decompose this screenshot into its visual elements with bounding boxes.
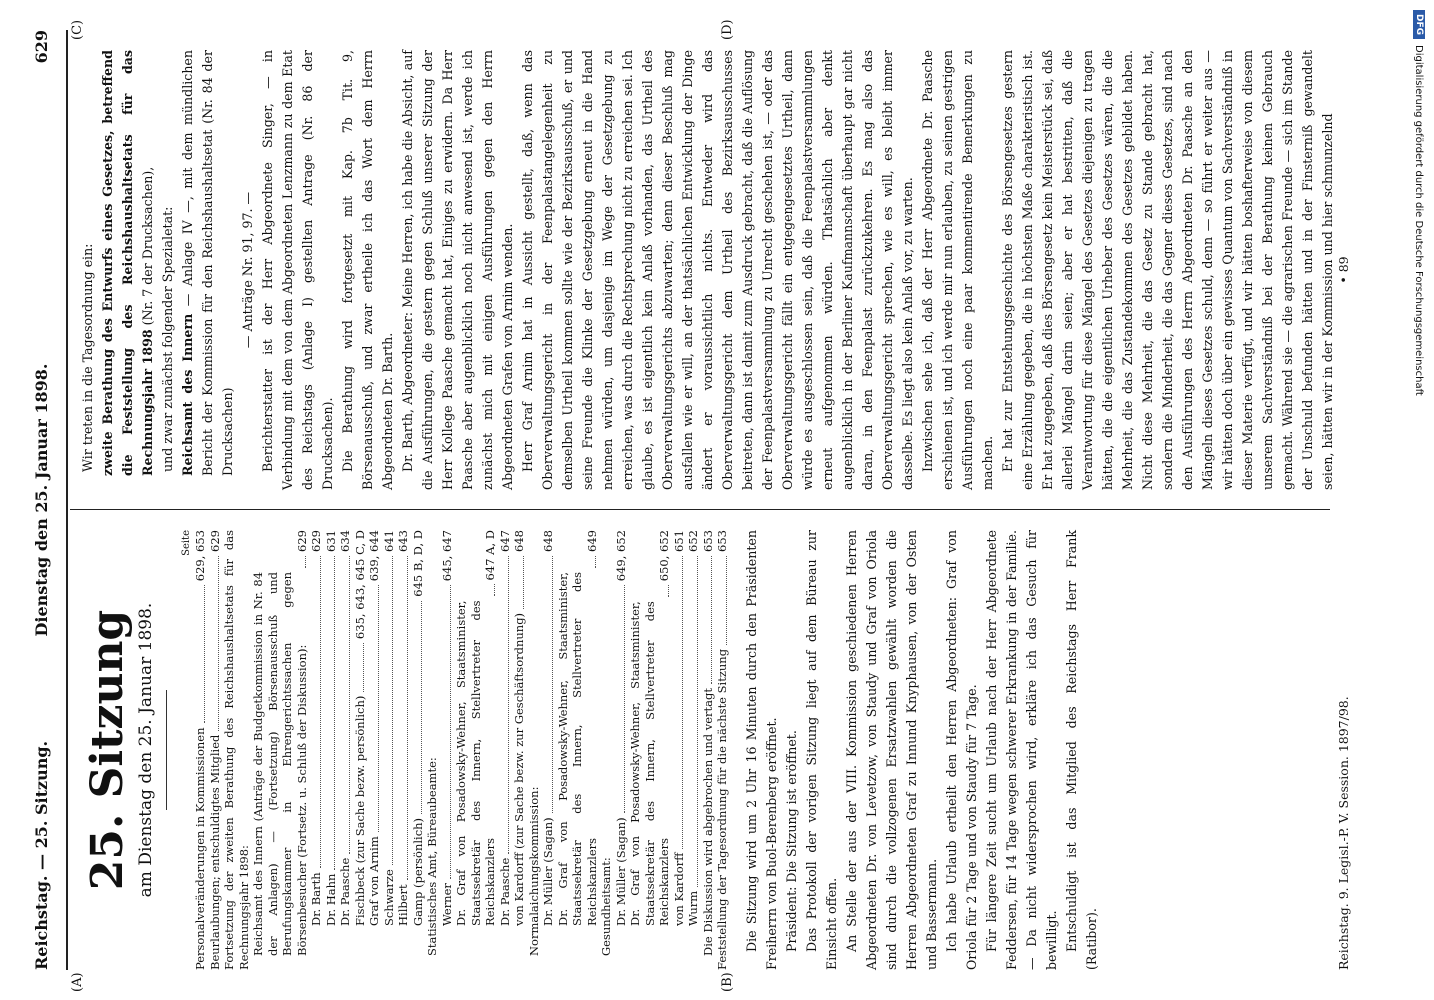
toc-entry-text: Dr. Graf von Posadowsky-Wehner, Staatsminister, Staatssekretär des Innern, Stellvertreter des Reichskanzlers <box>555 571 599 926</box>
header-date: Dienstag den 25. Januar 1898. <box>32 363 51 637</box>
toc-page-ref: 639, 644 <box>367 530 381 582</box>
paragraph: Herr Graf Arnim hat in Aussicht gestellt, daß, wenn das Oberverwaltungsgericht in der Feenpalastangelegenheit zu demselben Urtheil kommen sollte wie der Bezirksausschuß, er und seine Freunde die Klinke der Gesetzgebung erneut in die Hand nehmen würden, um dasjenige im Wege der Gesetzgebung zu erreichen, was durch die Rechtsprechung nicht zu erreichen sei. Ich glaube, es ist eigentlich kein Anlaß vorhanden, das Urtheil des Oberverwaltungsgerichts abzuwarten; denn dieser Beschluß mag ausfallen wie er will, an der thatsächlichen Entwicklung der Dinge ändert er voraussichtlich nichts. Entweder wird das Oberverwaltungsgericht dem Urtheil des Bezirksausschusses beitreten, dann ist damit zum Ausdruck gebracht, daß die Auflösung der Feenpalastversammlung zu Unrecht geschehen ist, — oder das Oberverwaltungsgericht fällt ein entgegengesetztes Urtheil, dann würde es ausgeschlossen sein, daß die Feenpalastversammlungen erneut aufgenommen würden. Thatsächlich aber denkt augenblicklich in der Berliner Kaufmannschaft überhaupt gar nicht daran, in den Feenpalast zurückzukehren. Es mag also das Oberverwaltungsgericht sprechen, wie es will, es bleibt immer dasselbe. Es liegt also kein Anlaß vor, zu warten. <box>520 50 915 490</box>
toc-leader <box>552 556 553 813</box>
toc-page-ref: 653 <box>700 530 715 552</box>
paragraph: Entschuldigt ist das Mitglied des Reichstags Herr Frank (Ratibor). <box>1063 530 1099 970</box>
toc-row <box>367 530 382 970</box>
etat-item <box>178 50 238 490</box>
paragraph: Präsident: Die Sitzung ist eröffnet. <box>783 730 799 952</box>
toc-leader <box>494 584 495 596</box>
toc-entry-text: Dr. Müller (Sagan) <box>613 817 628 926</box>
agenda-item <box>98 50 158 490</box>
toc-entry-text: von Kardorff (zur Sache bezw. zur Geschäftsordnung) <box>512 612 526 926</box>
toc-page-ref: 643 <box>396 530 410 552</box>
toc-leader <box>523 556 524 609</box>
toc-leader <box>204 585 205 723</box>
paragraph: An Stelle der aus der VIII. Kommission geschiedenen Herren Abgeordneten Dr. von Levetzow, von Staudy und Graf von Oriola sind durch die vollzogenen Ersatzwahlen gewählt worden die Herren Abgeordneten Graf zu Innund Knyphausen, von der Osten und Bassermann. <box>843 530 939 970</box>
toc-row <box>527 530 542 970</box>
footer-signature: • 89 <box>1336 256 1351 284</box>
paragraph: Für längere Zeit sucht um Urlaub nach der Herr Abgeordnete Feddersen, für 14 Tage wegen schwerer Erkrankung in der Familie. — Da nicht widersprochen wird, erkläre ich das Gesuch für bewilligt. <box>983 530 1059 970</box>
antraege-line: — Anträge Nr. 91, 97. — <box>240 191 255 349</box>
toc-page-ref: 647 A, D <box>483 530 497 581</box>
toc-entry-text: Hilbert <box>396 884 410 926</box>
toc-row <box>425 530 440 970</box>
toc-row <box>208 530 223 970</box>
toc-entry-text: von Kardorff <box>671 852 686 926</box>
toc-entry-text: Personalveränderungen in Kommissionen <box>193 727 207 970</box>
toc-leader <box>682 556 683 849</box>
toc-page-ref: 648 <box>541 530 555 552</box>
toc-row <box>556 530 600 970</box>
toc-row <box>396 530 411 970</box>
toc-leader <box>668 585 669 597</box>
toc-page-ref: 631 <box>323 530 338 552</box>
etat-rest: — Anlage IV —, mit dem mündlichen Bericht der Kommission für den Reichshaushaltsetat (Nr. 84 der Drucksachen) <box>180 50 235 476</box>
toc-leader <box>508 556 509 854</box>
dfg-logo: DFG <box>1413 10 1425 39</box>
toc-entry-text: Schwarze <box>381 869 396 926</box>
toc-page-ref: 647 <box>497 530 512 552</box>
toc-page-ref: 651 <box>671 530 686 552</box>
toc-row <box>222 530 251 970</box>
toc-leader <box>334 556 335 870</box>
toc-entry-text: Werner <box>439 883 454 926</box>
toc-entry-text: Dr. Müller (Sagan) <box>541 817 555 926</box>
agenda-rest: (Nr. 7 der Drucksachen), <box>140 166 155 326</box>
toc-row <box>411 530 426 970</box>
agenda-bold: zweite Berathung des Entwurfs eines Gesetzes, betreffend die Feststellung des Reichshaushaltsetats für das Rechnungsjahr 1898 <box>100 50 155 476</box>
paragraph: Die Berathung wird fortgesetzt mit Kap. 7b Tit. 9, Börsenausschuß, und zwar ertheile ich das Wort dem Herrn Abgeordneten Dr. Barth. <box>340 50 395 490</box>
toc-leader <box>392 556 393 865</box>
toc-entry-text: Dr. Barth <box>309 872 323 926</box>
paragraph: Dr. Barth, Abgeordneter: Meine Herren, ich habe die Absicht, auf die Ausführungen, die gestern gegen Schluß unserer Sitzung der Herr Kollege Paasche gemacht hat, Einiges zu erwidern. Da Herr Paasche aber augenblicklich noch nicht anwesend ist, werde ich zunächst mich mit einigen Ausführungen gegen den Herrn Abgeordneten Grafen von Arnim wenden. <box>400 50 515 490</box>
toc-entry-text: Fischbeck (zur Sache bezw. persönlich) <box>352 695 367 926</box>
toc-leader <box>726 556 727 645</box>
toc-page-ref: 652 <box>686 530 700 552</box>
right-paragraphs <box>258 50 1338 490</box>
toc-leader <box>378 585 379 832</box>
toc-leader <box>320 556 321 868</box>
toc-page-ref: 649, 652 <box>613 530 628 582</box>
toc-row <box>251 530 309 970</box>
left-column <box>78 530 1102 970</box>
toc-row <box>440 530 455 970</box>
digitization-credit <box>1406 10 1432 990</box>
margin-mark-c: (C) <box>70 19 85 40</box>
toc-entry-text: Wurm <box>686 890 700 926</box>
left-paragraphs <box>742 530 1102 970</box>
margin-mark-b: (B) <box>720 972 735 992</box>
toc-leader <box>349 556 350 854</box>
footer-session: Reichstag. 9. Legisl.-P. V. Session. 1897/98. <box>1336 696 1351 970</box>
toc-page-ref: 634 <box>338 530 352 552</box>
paragraph: Inzwischen sehe ich, daß der Herr Abgeordnete Dr. Paasche erschienen ist, und ich werde mir nun erlauben, zu seinen gestrigen Ausführungen noch eine paar kommentirende Bemerkungen zu machen. <box>920 50 995 490</box>
toc-entry-text: Dr. Paasche <box>497 857 512 926</box>
running-header <box>28 30 58 970</box>
toc-entry-text: Fortsetzung der zweiten Berathung des Reichshaushaltsetats für das Rechnungsjahr 1898: <box>222 530 251 970</box>
toc-entry-text: Dr. Paasche <box>338 857 352 926</box>
toc-row <box>628 530 672 970</box>
toc-entry-text: Gamp (persönlich) <box>410 817 425 926</box>
margin-mark-a: (A) <box>70 972 85 992</box>
toc-entry-text: Graf von Arnim <box>367 836 381 926</box>
toc-leader <box>421 601 422 814</box>
toc-row <box>599 530 614 970</box>
toc-page-ref: 635, 643, 645 C, D <box>352 530 367 640</box>
toc-entry-text: Feststellung der Tagesordnung für die nächste Sitzung <box>715 648 729 970</box>
toc-entry-text: Reichsamt des Innern (Anträge der Budgetkommission in Nr. 84 der Anlagen) — (Fortsetzung) Börsenausschuß und Berufungskammer in Ehrengerichtssachen gegen Börsenbesucher (Fortsetz. u. Schluß der Diskussion): <box>251 571 309 956</box>
toc-entry-text: Dr. Graf von Posadowsky-Wehner, Staatsminister, Staatssekretär des Innern, Stellvertreter des Reichskanzlers <box>454 600 497 926</box>
toc-page-ref: 629 <box>309 530 323 552</box>
paragraph: Die Sitzung wird um 2 Uhr 16 Minuten durch den Präsidenten Freiherrn von Buol-Berenberg eröffnet. <box>743 530 779 970</box>
toc-row <box>715 530 730 970</box>
credit-text: Digitalisierung gefördert durch die Deutsche Forschungsgemeinschaft <box>1413 45 1425 396</box>
margin-mark-d: (D) <box>720 19 735 40</box>
title-rule <box>166 690 167 810</box>
toc-leader <box>218 556 219 731</box>
toc-row <box>353 530 368 970</box>
right-column <box>78 50 1338 490</box>
toc-page-ref: 650, 652 <box>657 530 671 582</box>
toc-row <box>614 530 629 970</box>
special-etat: und zwar zunächst folgender Spezialetat: <box>160 206 175 472</box>
paragraph: Das Protokoll der vorigen Sitzung liegt auf dem Büreau zur Einsicht offen. <box>803 530 839 970</box>
toc-leader <box>711 556 712 684</box>
paragraph: Er hat zur Entstehungsgeschichte des Börsengesetzes gestern eine Erzählung gegeben, die in höchsten Maße charakteristisch ist. Er hat zugegeben, daß dies Börsengesetz kein Meisterstück sei, daß allerlei Mängel darin seien; aber er hat bestritten, daß die Verantwortung für diese Mängel des Gesetzes diejenigen zu tragen hätten, die die eigentlichen Urheber des Gesetzes wären, die die Mehrheit, die das Zustandekommen des Gesetzes gebildet haben. Nicht diese Mehrheit, die das Gesetz zu Stande gebracht hat, sondern die Minderheit, die das Gegner dieses Gesetzes, sind nach den Ausführungen des Herrn Abgeordneten Dr. Paasche an den Mängeln dieses Gesetzes schuld, denn — so führt er weiter aus — wir hätten doch über ein gewisses Quantum von Sachverständniß in dieser Materie verfügt, und wir hätten boshafterweise von diesem unserem Sachverständniß bei der Berathung keinen Gebrauch gemacht. Während sie — die agrarischen Freunde — sich im Stande der Unschuld befunden hätten und in der Finsterniß gewandelt seien, hätten wir in der Kommission und hier schmunzelnd <box>1000 50 1335 490</box>
toc-row <box>338 530 353 970</box>
toc-row <box>498 530 513 970</box>
toc-row <box>512 530 527 970</box>
page-number: 629 <box>32 30 51 64</box>
paragraph: Berichterstatter ist der Herr Abgeordnete Singer, — in Verbindung mit dem von dem Abgeordneten Lenzmann zu dem Etat des Reichstags (Anlage I) gestellten Antrage (Nr. 86 der Drucksachen). <box>260 50 335 490</box>
toc-entry-text: Beurlaubungen; entschuldigtes Mitglied <box>207 734 222 970</box>
toc-page-ref: 645 B, D, D <box>410 530 425 597</box>
toc-row <box>382 530 397 970</box>
toc-row <box>701 530 716 970</box>
session-subtitle: am Dienstag den 25. Januar 1898. <box>136 602 156 898</box>
toc-row <box>193 530 208 970</box>
toc-entry-text: Die Diskussion wird abgebrochen und vertagt <box>700 687 715 956</box>
toc-row <box>454 530 498 970</box>
toc-page-ref: 648 <box>512 530 526 552</box>
session-title: 25. Sitzung <box>82 609 133 891</box>
agenda-intro: Wir treten in die Tagesordnung ein: <box>80 243 95 472</box>
toc-entry-text: Dr. Graf von Posadowsky-Wehner, Staatsminister, Staatssekretär des Innern, Stellvertreter des Reichskanzlers <box>628 601 671 926</box>
toc-row <box>686 530 701 970</box>
toc-page-ref: 645, 647 <box>439 530 454 582</box>
toc-page-ref: 649 <box>584 530 599 552</box>
toc-entry-text: Statistisches Amt, Büreaubeamte: <box>425 757 439 956</box>
toc-entry-text: Dr. Hahn <box>323 873 338 926</box>
toc-leader <box>363 643 364 692</box>
toc-leader <box>595 556 596 568</box>
toc-row <box>541 530 556 970</box>
toc-row <box>672 530 687 970</box>
column-divider <box>70 509 1330 510</box>
toc-entry-text: Normalaichungskommission: <box>526 786 541 956</box>
header-left: Reichstag. — 25. Sitzung. <box>32 740 51 970</box>
table-of-contents <box>193 530 730 970</box>
toc-row <box>309 530 324 970</box>
seite-label: Seite <box>181 530 192 556</box>
toc-leader <box>407 556 408 880</box>
toc-page-ref: 653 <box>715 530 729 552</box>
toc-leader <box>305 556 306 568</box>
toc-page-ref: 629 <box>207 530 222 552</box>
toc-leader <box>697 556 698 887</box>
toc-page-ref: 629 <box>294 530 309 552</box>
etat-bold: Reichsamt des Innern <box>180 313 195 476</box>
toc-entry-text: Gesundheitsamt: <box>599 857 613 956</box>
toc-leader <box>624 585 625 813</box>
toc-page-ref: 629, 653 <box>193 530 207 582</box>
paragraph: Ich habe Urlaub ertheilt den Herren Abgeordneten: Graf von Oriola für 2 Tage und von Staudy für 7 Tage. <box>943 530 979 970</box>
toc-leader <box>450 585 451 879</box>
header-rule <box>66 30 68 970</box>
toc-page-ref: 641 <box>381 530 396 552</box>
toc-row <box>324 530 339 970</box>
